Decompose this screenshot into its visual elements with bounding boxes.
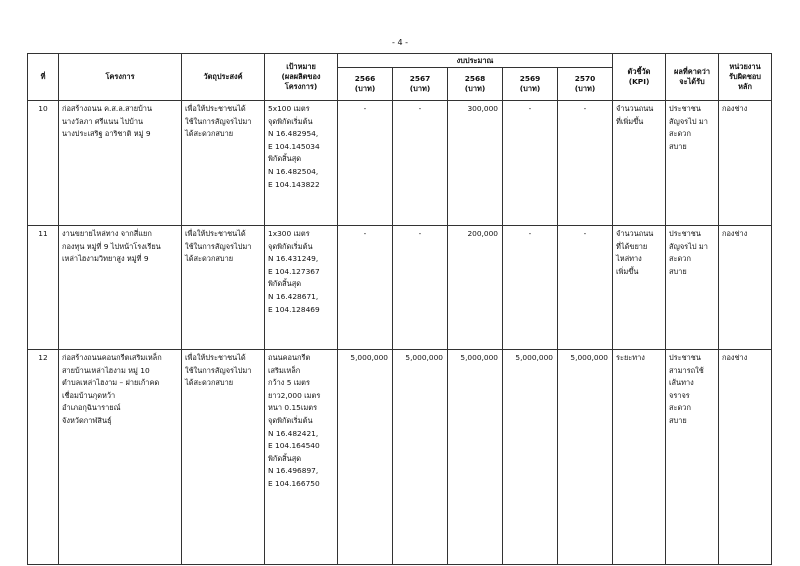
row-agency: กองช่าง [719, 101, 772, 226]
row-project: งานขยายไหล่ทาง จากสี่แยก กองทุน หมู่ที่ 9 ไปหน้าโรงเรียน เหล่าไฮงามวิทยาสูง หมู่ที่ 9 [59, 226, 182, 350]
row-budget-2569: - [503, 226, 558, 350]
header-year-2567: 2567 (บาท) [393, 68, 448, 101]
row-no: 10 [28, 101, 59, 226]
row-kpi: จำนวนถนน ที่ได้ขยาย ไหล่ทาง เพิ่มขึ้น [613, 226, 666, 350]
row-budget-2566: 5,000,000 [338, 350, 393, 565]
header-year-2570: 2570 (บาท) [558, 68, 613, 101]
row-budget-2567: - [393, 101, 448, 226]
row-project: ก่อสร้างถนน ค.ส.ล.สายบ้าน นางวัลภา ศรีแนน ไปบ้าน นางประเสริฐ อาริชาติ หมู่ 9 [59, 101, 182, 226]
header-target: เป้าหมาย (ผลผลิตของ โครงการ) [265, 54, 338, 101]
row-budget-2566: - [338, 226, 393, 350]
header-budget: งบประมาณ [338, 54, 613, 68]
row-kpi: ระยะทาง [613, 350, 666, 565]
row-target: ถนนคอนกรีต เสริมเหล็ก กว้าง 5 เมตร ยาว2,000 เมตร หนา 0.15เมตร จุดพิกัดเริ่มต้น N 16.482421, E 104.164540 พิกัดสิ้นสุด N 16.496897, E 104.166750 [265, 350, 338, 565]
row-agency: กองช่าง [719, 350, 772, 565]
header-year-2568: 2568 (บาท) [448, 68, 503, 101]
row-budget-2568: 5,000,000 [448, 350, 503, 565]
header-kpi: ตัวชี้วัด (KPI) [613, 54, 666, 101]
table-row [28, 350, 772, 565]
row-expected: ประชาชน สัญจรไป มา สะดวก สบาย [666, 226, 719, 350]
row-no: 11 [28, 226, 59, 350]
row-budget-2568: 300,000 [448, 101, 503, 226]
row-budget-2567: 5,000,000 [393, 350, 448, 565]
row-budget-2569: - [503, 101, 558, 226]
row-budget-2569: 5,000,000 [503, 350, 558, 565]
row-budget-2566: - [338, 101, 393, 226]
row-budget-2570: - [558, 101, 613, 226]
row-objective: เพื่อให้ประชาชนได้ ใช้ในการสัญจรไปมา ได้สะดวกสบาย [182, 226, 265, 350]
table-row [28, 226, 772, 350]
row-agency: กองช่าง [719, 226, 772, 350]
page-number: - 4 - [392, 38, 408, 47]
header-year-2569: 2569 (บาท) [503, 68, 558, 101]
header-project: โครงการ [59, 54, 182, 101]
row-objective: เพื่อให้ประชาชนได้ ใช้ในการสัญจรไปมา ได้สะดวกสบาย [182, 101, 265, 226]
row-expected: ประชาชน สัญจรไป มา สะดวก สบาย [666, 101, 719, 226]
row-objective: เพื่อให้ประชาชนได้ ใช้ในการสัญจรไปมา ได้สะดวกสบาย [182, 350, 265, 565]
row-budget-2570: - [558, 226, 613, 350]
header-no: ที่ [28, 54, 59, 101]
row-budget-2568: 200,000 [448, 226, 503, 350]
header-year-2566: 2566 (บาท) [338, 68, 393, 101]
header-expected: ผลที่คาดว่า จะได้รับ [666, 54, 719, 101]
row-project: ก่อสร้างถนนคอนกรีตเสริมเหล็ก สายบ้านเหล่าไฮงาม หมู่ 10 ตำบลเหล่าไฮงาม – ฝายเก้าคด เชื่อมบ้านกุดหว้า อำเภอกุฉินารายณ์ จังหวัดกาฬสินธุ์ [59, 350, 182, 565]
row-target: 1x300 เมตร จุดพิกัดเริ่มต้น N 16.431249, E 104.127367 พิกัดสิ้นสุด N 16.428671, E 104.128469 [265, 226, 338, 350]
row-budget-2567: - [393, 226, 448, 350]
row-no: 12 [28, 350, 59, 565]
row-expected: ประชาชน สามารถใช้ เส้นทาง จราจร สะดวก สบาย [666, 350, 719, 565]
row-budget-2570: 5,000,000 [558, 350, 613, 565]
row-target: 5x100 เมตร จุดพิกัดเริ่มต้น N 16.482954, E 104.145034 พิกัดสิ้นสุด N 16.482504, E 104.143822 [265, 101, 338, 226]
header-agency: หน่วยงาน รับผิดชอบ หลัก [719, 54, 772, 101]
table-row [28, 101, 772, 226]
row-kpi: จำนวนถนน ที่เพิ่มขึ้น [613, 101, 666, 226]
header-objective: วัตถุประสงค์ [182, 54, 265, 101]
project-table [27, 53, 772, 565]
